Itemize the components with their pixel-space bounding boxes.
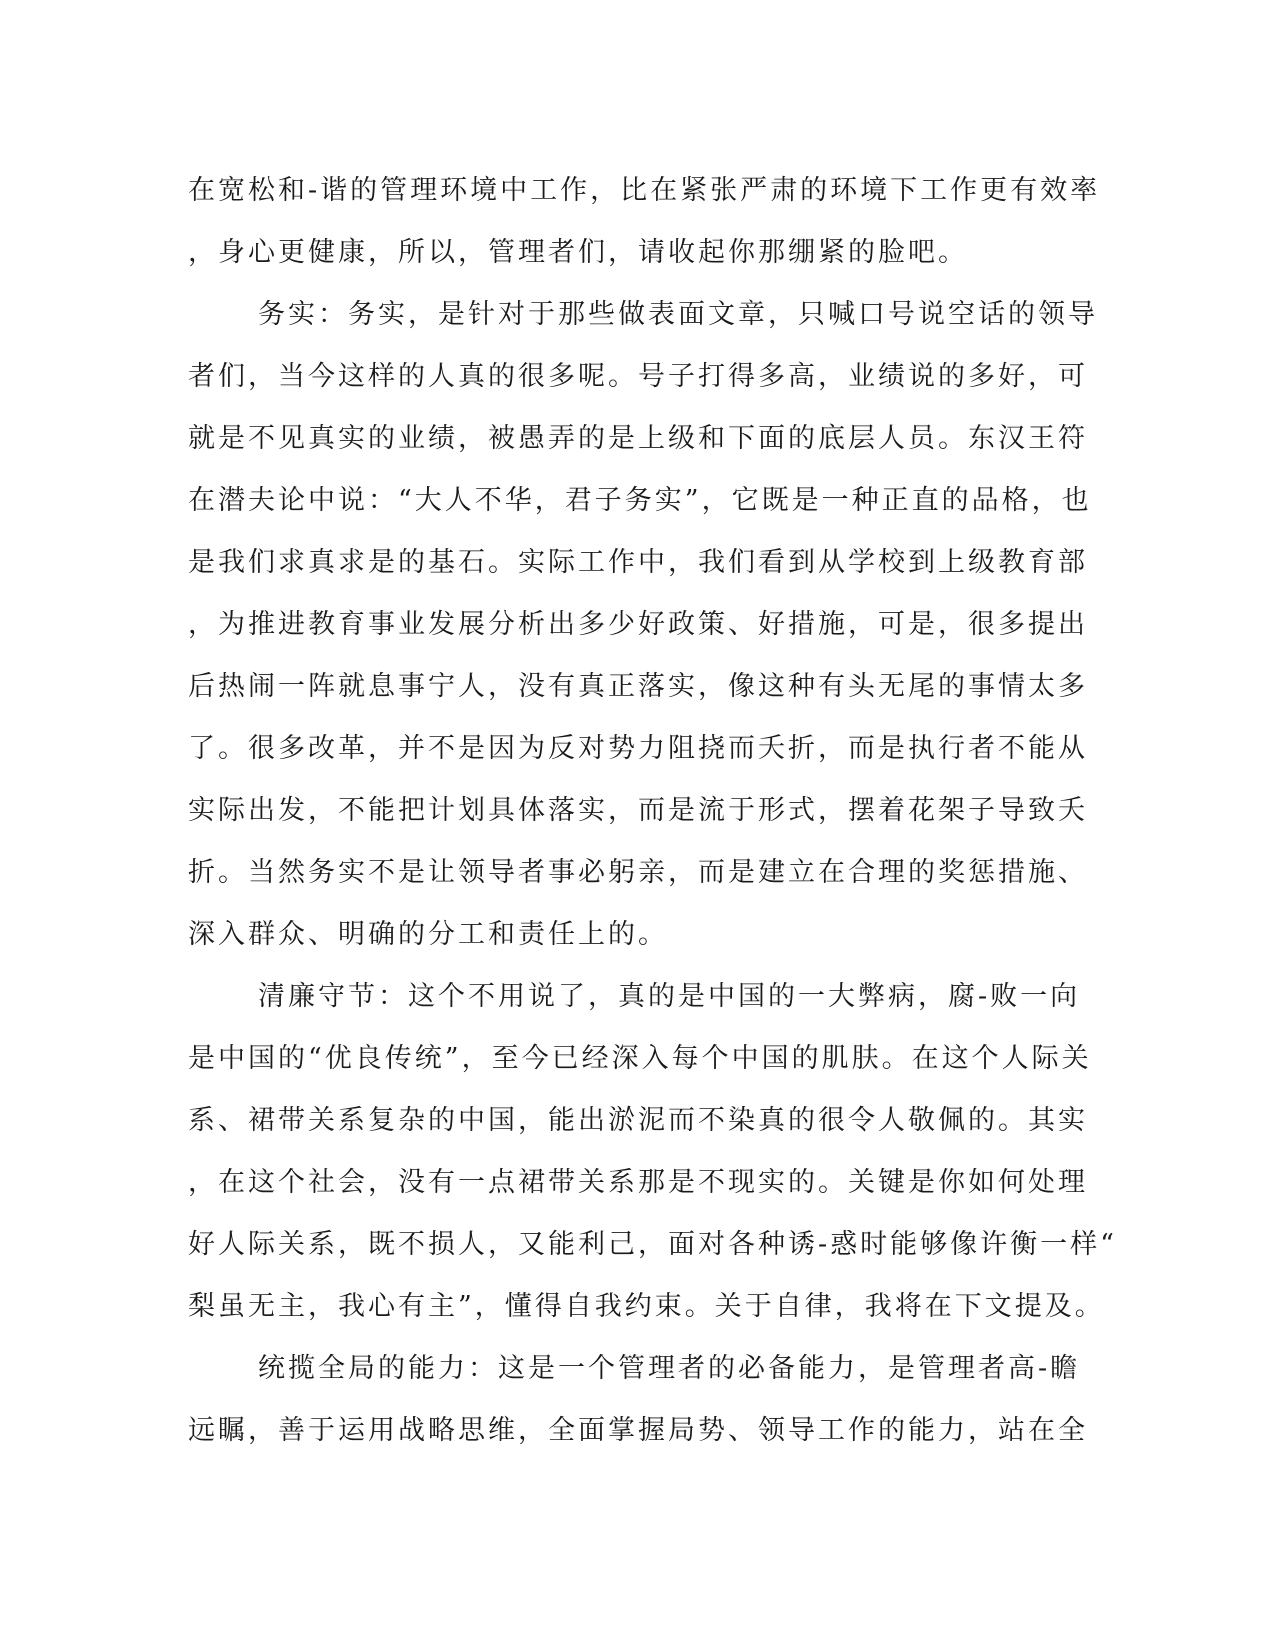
text-line: 后热闹一阵就息事宁人，没有真正落实，像这种有头无尾的事情太多 bbox=[188, 671, 1088, 702]
text-line: 折。当然务实不是让领导者事必躬亲，而是建立在合理的奖惩措施、 bbox=[188, 857, 1088, 888]
text-line: ，在这个社会，没有一点裙带关系那是不现实的。关键是你如何处理 bbox=[188, 1167, 1088, 1198]
text-line: 在宽松和-谐的管理环境中工作，比在紧张严肃的环境下工作更有效率 bbox=[188, 175, 1101, 206]
paragraph-start-line: 统揽全局的能力：这是一个管理者的必备能力，是管理者高-瞻 bbox=[258, 1353, 1081, 1384]
text-line: ，身心更健康，所以，管理者们，请收起你那绷紧的脸吧。 bbox=[188, 237, 968, 268]
paragraph-start-line: 清廉守节：这个不用说了，真的是中国的一大弊病，腐-败一向 bbox=[258, 981, 1081, 1012]
body-text bbox=[188, 160, 1117, 1462]
text-line: ，为推进教育事业发展分析出多少好政策、好措施，可是，很多提出 bbox=[188, 609, 1088, 640]
text-line: 实际出发，不能把计划具体落实，而是流于形式，摆着花架子导致夭 bbox=[188, 795, 1088, 826]
text-line: 梨虽无主，我心有主”，懂得自我约束。关于自律，我将在下文提及。 bbox=[188, 1291, 1105, 1322]
text-line: 深入群众、明确的分工和责任上的。 bbox=[188, 919, 668, 950]
text-line: 是我们求真求是的基石。实际工作中，我们看到从学校到上级教育部 bbox=[188, 547, 1088, 578]
text-line: 系、裙带关系复杂的中国，能出淤泥而不染真的很令人敬佩的。其实 bbox=[188, 1105, 1088, 1136]
text-line: 了。很多改革，并不是因为反对势力阻挠而夭折，而是执行者不能从 bbox=[188, 733, 1088, 764]
text-line: 好人际关系，既不损人，又能利己，面对各种诱-惑时能够像许衡一样“ bbox=[188, 1229, 1117, 1260]
paragraph-start-line: 务实：务实，是针对于那些做表面文章，只喊口号说空话的领导 bbox=[258, 299, 1098, 330]
text-line: 在潜夫论中说：“大人不华，君子务实”，它既是一种正直的品格，也 bbox=[188, 485, 1092, 516]
text-line: 远瞩，善于运用战略思维，全面掌握局势、领导工作的能力，站在全 bbox=[188, 1415, 1088, 1446]
text-line: 就是不见真实的业绩，被愚弄的是上级和下面的底层人员。东汉王符 bbox=[188, 423, 1088, 454]
text-line: 是中国的“优良传统”，至今已经深入每个中国的肌肤。在这个人际关 bbox=[188, 1043, 1092, 1074]
text-line: 者们，当今这样的人真的很多呢。号子打得多高，业绩说的多好，可 bbox=[188, 361, 1088, 392]
